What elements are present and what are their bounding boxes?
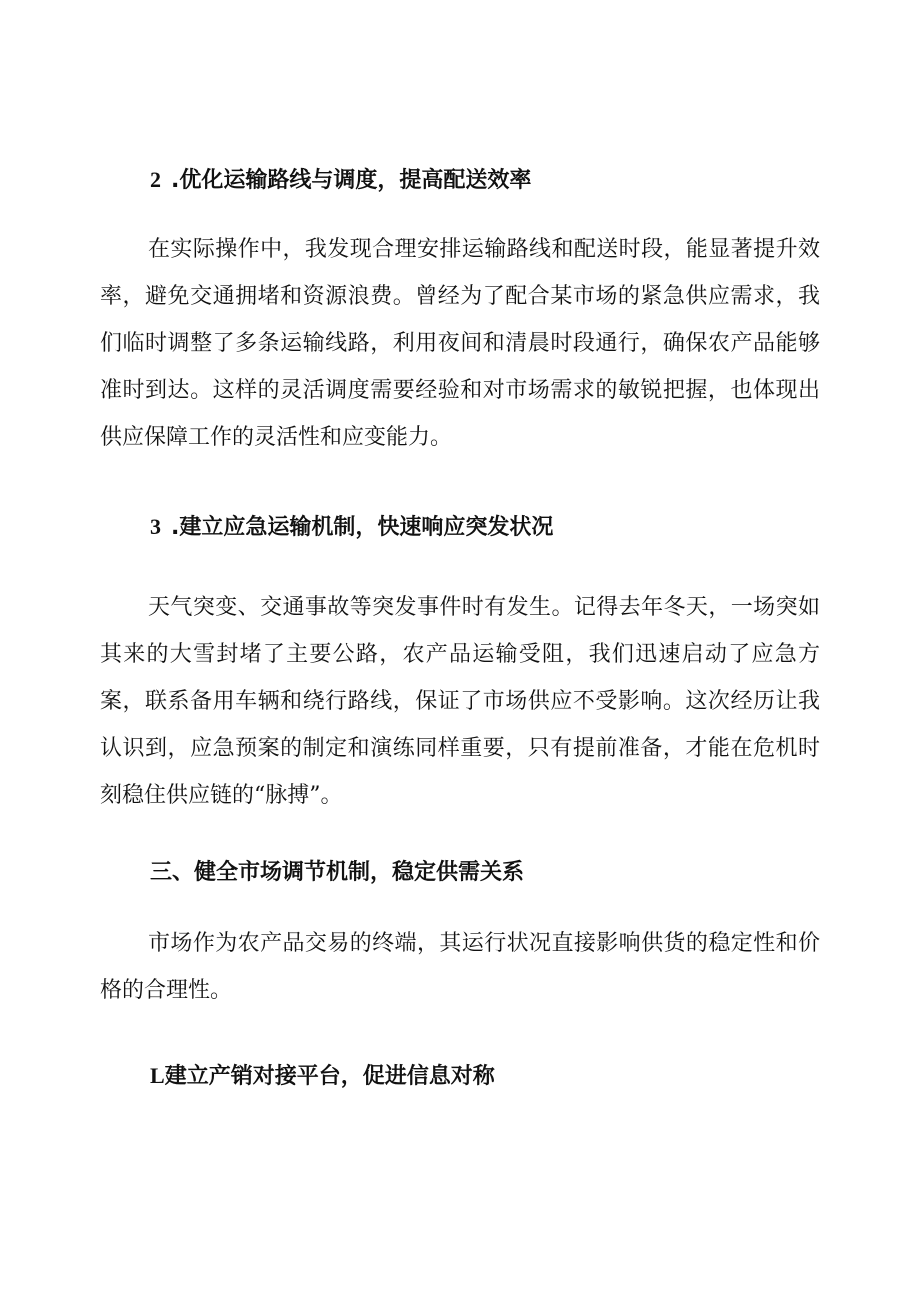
section-paragraph-2: 在实际操作中，我发现合理安排运输路线和配送时段，能显著提升效率，避免交通拥堵和资源浪费。曾经为了配合某市场的紧急供应需求，我们临时调整了多条运输线路，利用夜间和清晨时段通行，确保农产品能够准时到达。这样的灵活调度需要经验和对市场需求的敏锐把握，也体现出供应保障工作的灵活性和应变能力。	[100, 237, 820, 450]
heading-number: 3	[150, 514, 161, 539]
heading-title: .优化运输路线与调度，提高配送效率	[171, 168, 532, 193]
section-paragraph-3: 天气突变、交通事故等突发事件时有发生。记得去年冬天，一场突如其来的大雪封堵了主要公路，农产品运输受阻，我们迅速启动了应急方案，联系备用车辆和绕行路线，保证了市场供应不受影响。这次经历让我认识到，应急预案的制定和演练同样重要，只有提前准备，才能在危机时刻稳住供应链的“脉搏”。	[100, 595, 820, 808]
section-heading-2	[150, 165, 531, 196]
section-heading-3	[150, 512, 553, 543]
heading-title: 建立产销对接平台，促进信息对称	[164, 1064, 495, 1089]
heading-title: .建立应急运输机制，快速响应突发状况	[171, 515, 554, 540]
section-heading-1	[150, 1061, 495, 1092]
section-heading-three	[150, 858, 524, 888]
heading-number: 2	[150, 167, 161, 192]
section-paragraph-three: 市场作为农产品交易的终端，其运行状况直接影响供货的稳定性和价格的合理性。	[100, 931, 820, 1003]
heading-number: L	[150, 1063, 165, 1088]
heading-title: 三、健全市场调节机制，稳定供需关系	[150, 860, 525, 885]
